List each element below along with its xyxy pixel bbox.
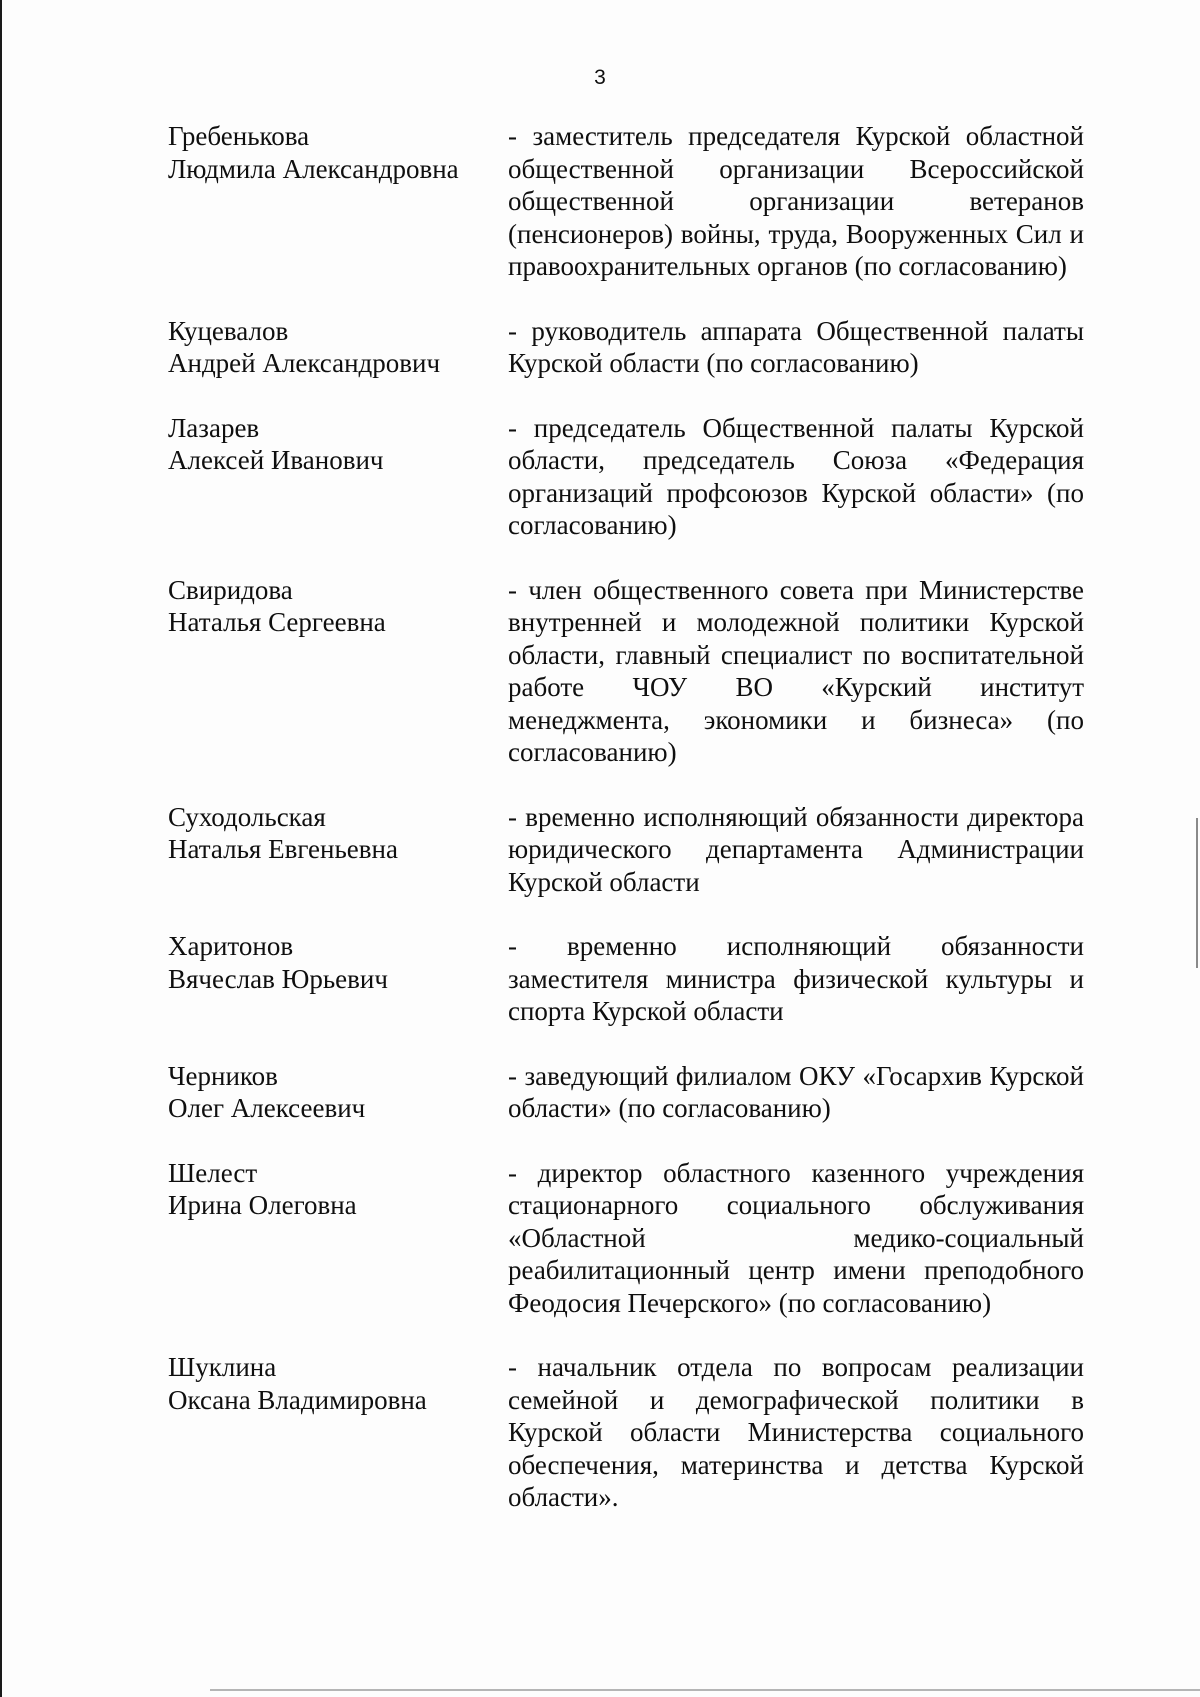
member-entry (168, 574, 1084, 769)
member-role: - директор областного казенного учреждения стационарного социального обслуживания «Областной медико-социальный реабилитационный центр имени преподобного Феодосия Печерского» (по согласованию) (508, 1157, 1084, 1318)
member-list (168, 120, 1084, 1514)
member-entry (168, 801, 1084, 899)
member-given-names: Наталья Евгеньевна (168, 834, 398, 864)
scan-edge-right (1196, 818, 1198, 968)
member-surname: Шуклина (168, 1352, 277, 1382)
member-surname: Харитонов (168, 931, 294, 961)
member-role: - заместитель председателя Курской областной общественной организации Всероссийской общественной организации ветеранов (пенсионеров) войны, труда, Вооруженных Сил и правоохранительных органов (по согласованию) (508, 121, 1084, 281)
member-role: - председатель Общественной палаты Курской области, председатель Союза «Федерация организаций профсоюзов Курской области» (по согласованию) (508, 412, 1084, 540)
member-entry (168, 1157, 1084, 1320)
member-given-names: Людмила Александровна (168, 153, 459, 184)
member-given-names: Оксана Владимировна (168, 1384, 427, 1415)
member-given-names: Андрей Александрович (168, 348, 441, 378)
member-name (168, 120, 508, 185)
member-entry (168, 930, 1084, 1028)
member-given-names: Олег Алексеевич (168, 1093, 366, 1123)
member-name (168, 574, 508, 639)
member-given-names: Наталья Сергеевна (168, 607, 386, 637)
member-entry (168, 120, 1084, 283)
member-surname: Лазарев (168, 412, 260, 443)
member-role: - член общественного совета при Министерстве внутренней и молодежной политики Курской области, главный специалист по воспитательной работе ЧОУ ВО «Курский институт менеджмента, экономики и бизнеса» (по согласованию) (508, 574, 1084, 767)
member-name (168, 1351, 508, 1416)
member-surname: Свиридова (168, 574, 293, 605)
member-name (168, 315, 508, 380)
scan-edge-bottom (210, 1689, 1200, 1691)
member-surname: Черников (168, 1060, 278, 1091)
member-name (168, 1060, 508, 1125)
member-surname: Куцевалов (168, 315, 289, 346)
member-surname: Шелест (168, 1157, 258, 1188)
member-entry (168, 1351, 1084, 1514)
member-name (168, 1157, 508, 1222)
member-role: - начальник отдела по вопросам реализации семейной и демографической политики в Курской области Министерства социального обеспечения, материнства и детства Курской области». (508, 1352, 1084, 1512)
member-given-names: Ирина Олеговна (168, 1190, 357, 1220)
page-number: 3 (594, 66, 606, 89)
scan-edge-left (0, 0, 2, 1697)
member-surname: Суходольская (168, 801, 326, 832)
member-name (168, 412, 508, 477)
member-name (168, 930, 508, 995)
member-name (168, 801, 508, 866)
member-entry (168, 412, 1084, 542)
member-given-names: Вячеслав Юрьевич (168, 963, 388, 994)
member-surname: Гребенькова (168, 121, 310, 151)
member-role: - временно исполняющий обязанности заместителя министра физической культуры и спорта Курской области (508, 931, 1084, 1026)
member-entry (168, 315, 1084, 380)
member-given-names: Алексей Иванович (168, 445, 384, 475)
member-role: - временно исполняющий обязанности директора юридического департамента Администрации Курской области (508, 801, 1084, 897)
member-role: - руководитель аппарата Общественной палаты Курской области (по согласованию) (508, 315, 1084, 378)
member-entry (168, 1060, 1084, 1125)
member-role: - заведующий филиалом ОКУ «Госархив Курской области» (по согласованию) (508, 1060, 1084, 1123)
